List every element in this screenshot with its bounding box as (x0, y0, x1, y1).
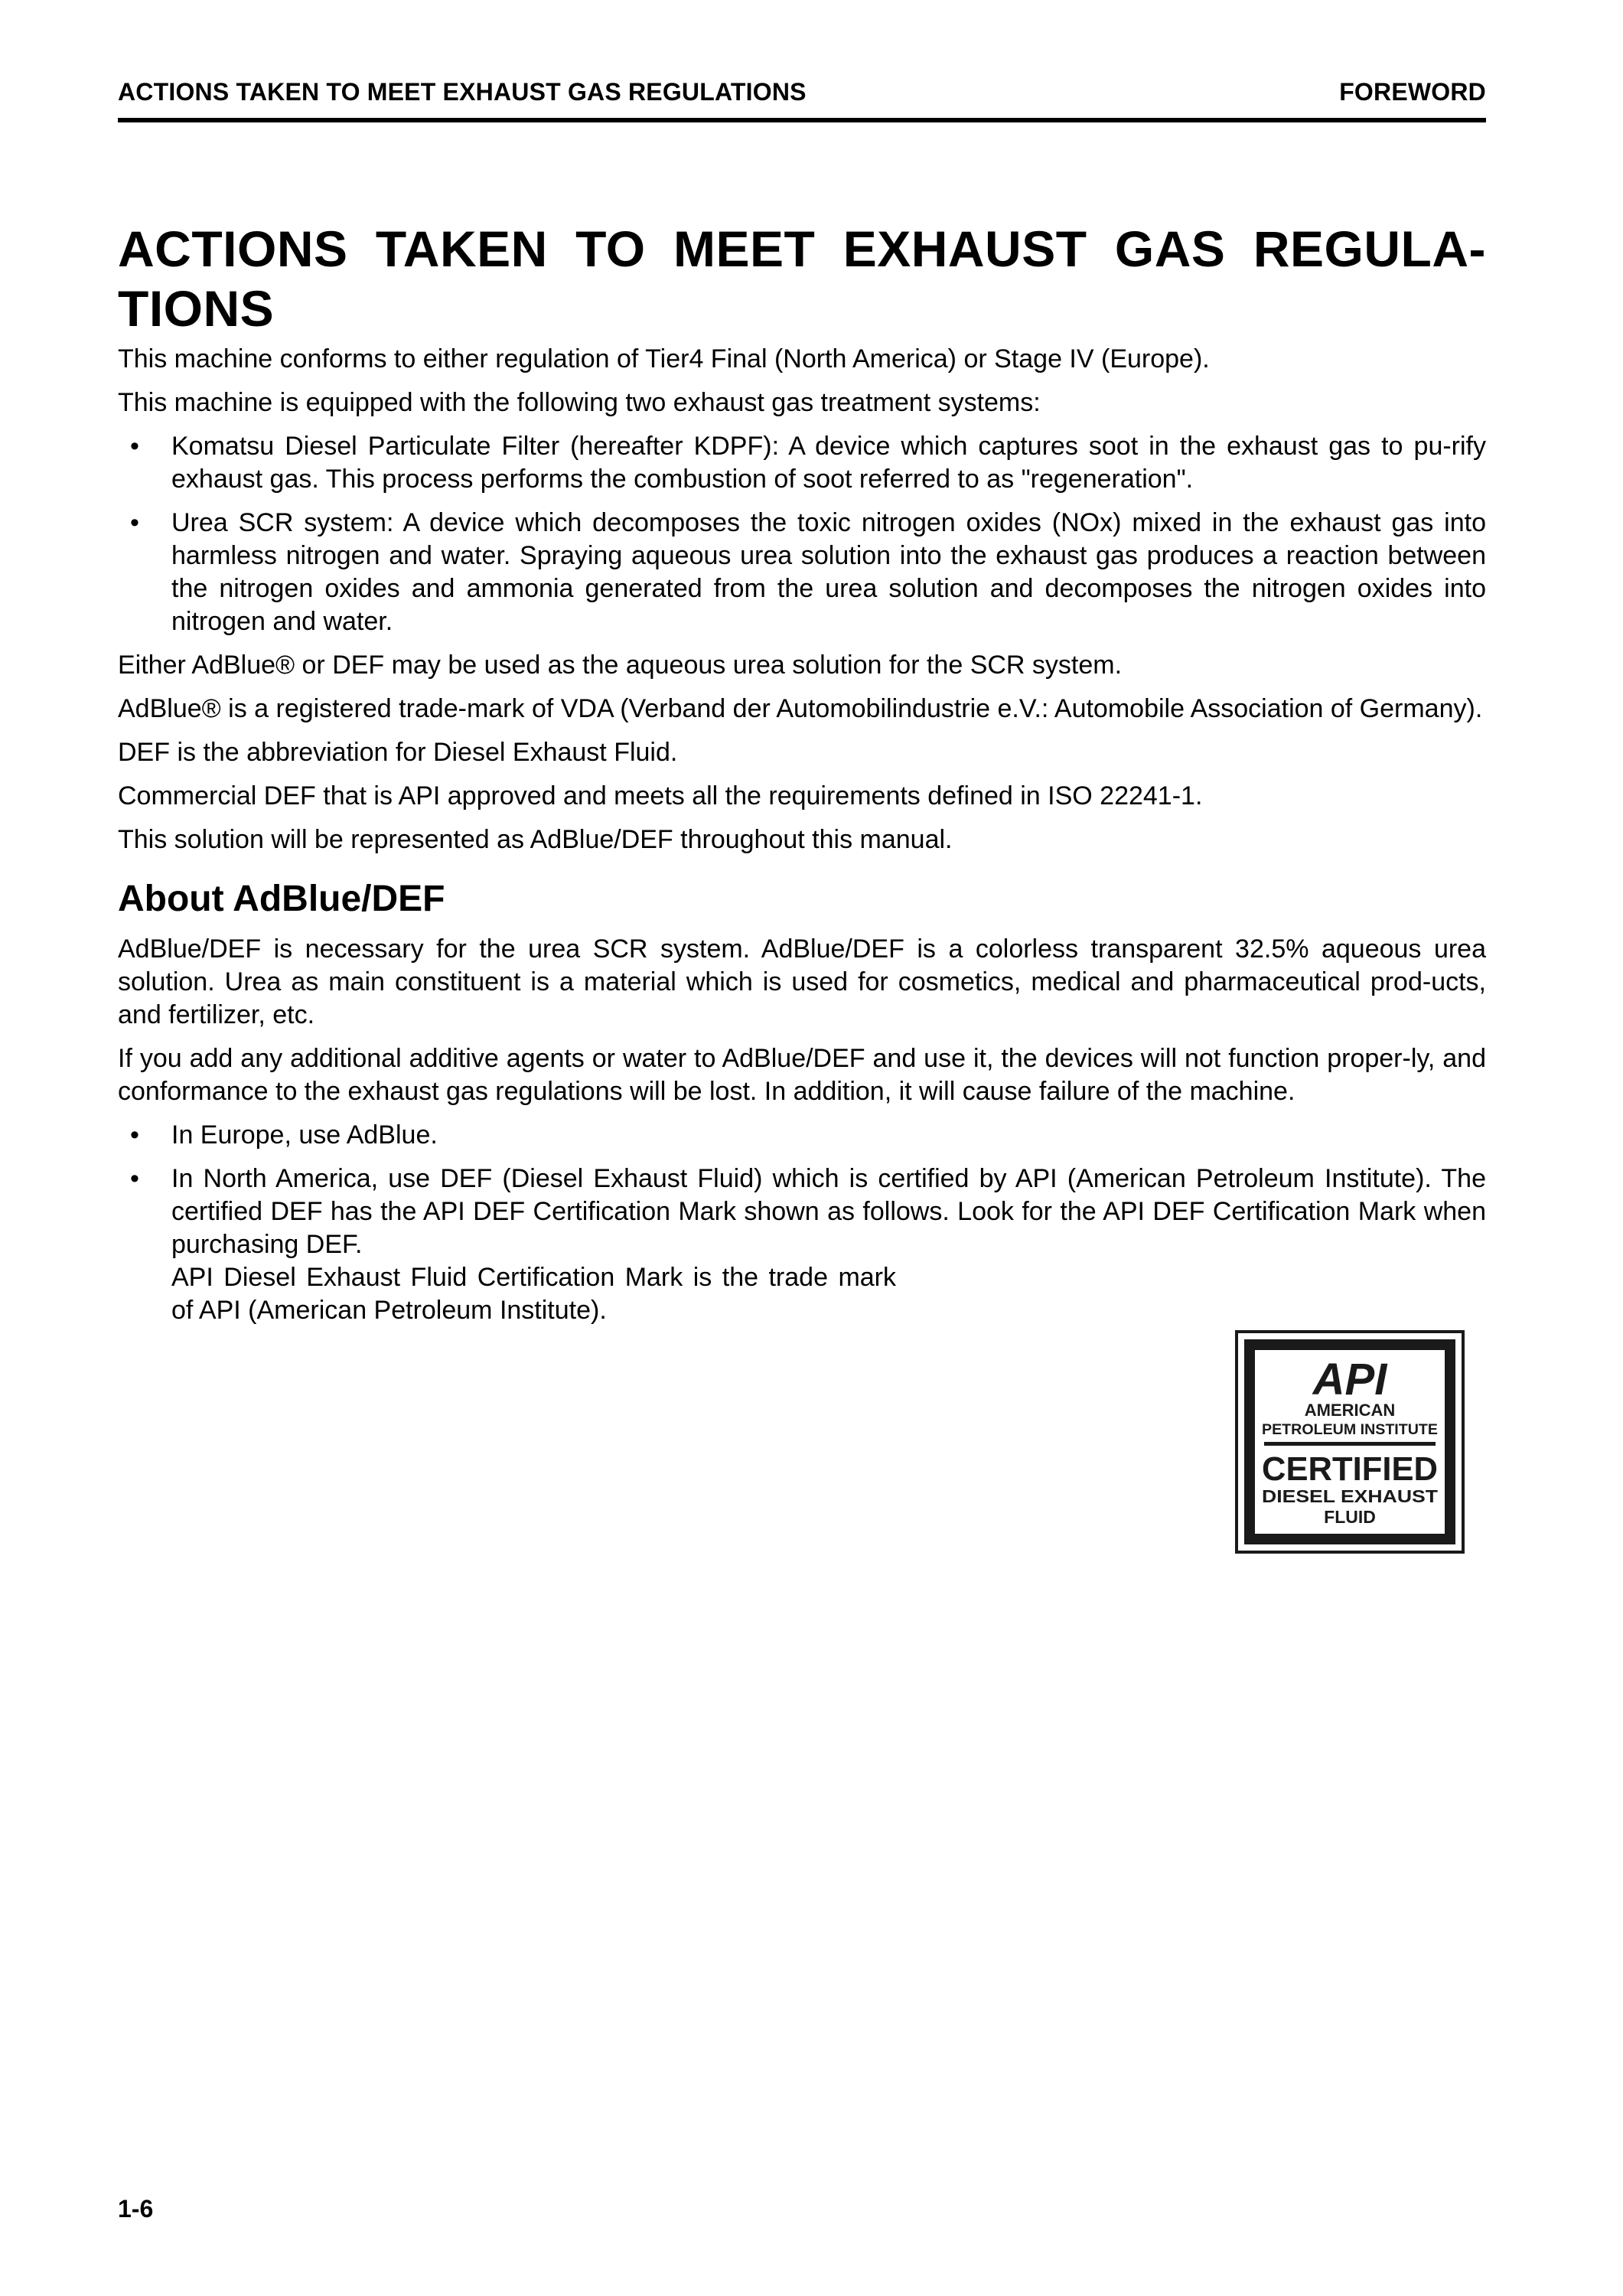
list-item-note: API Diesel Exhaust Fluid Certification Mark is the trade mark of API (American Petroleum Institute). (171, 1263, 896, 1325)
page-number: 1-6 (118, 2195, 154, 2223)
api-def-certification-mark (1235, 1330, 1465, 1554)
bullet: • (130, 432, 139, 461)
title-word: EXHAUST (842, 220, 1087, 277)
header-chapter-title: FOREWORD (1339, 78, 1486, 106)
list-item (118, 1163, 1486, 1327)
page-content (118, 219, 1486, 1338)
mark-line-diesel-exhaust: DIESEL EXHAUST (1262, 1486, 1438, 1506)
list-item (118, 430, 1486, 496)
title-word: ACTIONS (118, 220, 348, 277)
title-line-2: TIONS (118, 280, 275, 337)
list-item-text: In North America, use DEF (Diesel Exhaust Fluid) which is certified by API (American Petroleum Institute). The certified DEF has the API DEF Certification Mark shown as follows. Look for the API DEF Certification Mark when purchasing DEF. (171, 1164, 1486, 1259)
bullet: • (130, 1120, 139, 1150)
title-word: GAS (1114, 220, 1226, 277)
bullet: • (130, 1164, 139, 1193)
running-header (118, 73, 1486, 122)
title-word: REGULA- (1253, 220, 1486, 277)
body-paragraph: DEF is the abbreviation for Diesel Exhaust Fluid. (118, 738, 678, 767)
list-item (118, 1119, 1486, 1152)
list-item (118, 507, 1486, 638)
intro-paragraph: This machine is equipped with the following two exhaust gas treatment systems: (118, 388, 1041, 417)
body-paragraph: If you add any additional additive agents or water to AdBlue/DEF and use it, the devices will not function proper-ly, and conformance to the exhaust gas regulations will be lost. In addition, it will cause failure of the machine. (118, 1044, 1486, 1106)
body-paragraph: Either AdBlue® or DEF may be used as the aqueous urea solution for the SCR system. (118, 651, 1123, 680)
title-line-1 (118, 219, 1486, 279)
bullet: • (130, 508, 139, 537)
section-heading: About AdBlue/DEF (118, 879, 445, 919)
api-logo-text: API (1312, 1355, 1387, 1404)
title-word: TAKEN (375, 220, 548, 277)
title-word: TO (575, 220, 646, 277)
mark-line-fluid: FLUID (1324, 1507, 1376, 1527)
list-item-text: In Europe, use AdBlue. (171, 1120, 438, 1150)
mark-line-american: AMERICAN (1304, 1401, 1396, 1420)
list-item-text: Komatsu Diesel Particulate Filter (hereafter KDPF): A device which captures soot in the exhaust gas to pu-rify exhaust gas. This process performs the combustion of soot referred to as "regeneration". (171, 432, 1486, 494)
mark-line-certified: CERTIFIED (1262, 1450, 1438, 1488)
body-paragraph: AdBlue® is a registered trade-mark of VDA (Verband der Automobilindustrie e.V.: Automobile Association of Germany). (118, 694, 1483, 723)
treatment-systems-list (118, 430, 1486, 638)
body-paragraph: This solution will be represented as AdBlue/DEF throughout this manual. (118, 825, 953, 854)
intro-paragraph: This machine conforms to either regulation of Tier4 Final (North America) or Stage IV (Europe). (118, 344, 1210, 373)
list-item-text: Urea SCR system: A device which decomposes the toxic nitrogen oxides (NOx) mixed in the exhaust gas into harmless nitrogen and water. Spraying aqueous urea solution into the exhaust gas produces a reaction between the nitrogen oxides and ammonia generated from the urea solution and decomposes the nitrogen oxides into nitrogen and water. (171, 508, 1486, 636)
header-section-title: ACTIONS TAKEN TO MEET EXHAUST GAS REGULATIONS (118, 78, 807, 106)
page-title (118, 219, 1486, 338)
usage-list (118, 1119, 1486, 1327)
mark-line-institute: PETROLEUM INSTITUTE (1262, 1422, 1438, 1438)
body-paragraph: AdBlue/DEF is necessary for the urea SCR system. AdBlue/DEF is a colorless transparent 32.5% aqueous urea solution. Urea as main constituent is a material which is used for cosmetics, medical and pharmaceutical prod-ucts, and fertilizer, etc. (118, 934, 1486, 1029)
body-paragraph: Commercial DEF that is API approved and meets all the requirements defined in ISO 22241-1. (118, 781, 1203, 810)
title-word: MEET (673, 220, 816, 277)
